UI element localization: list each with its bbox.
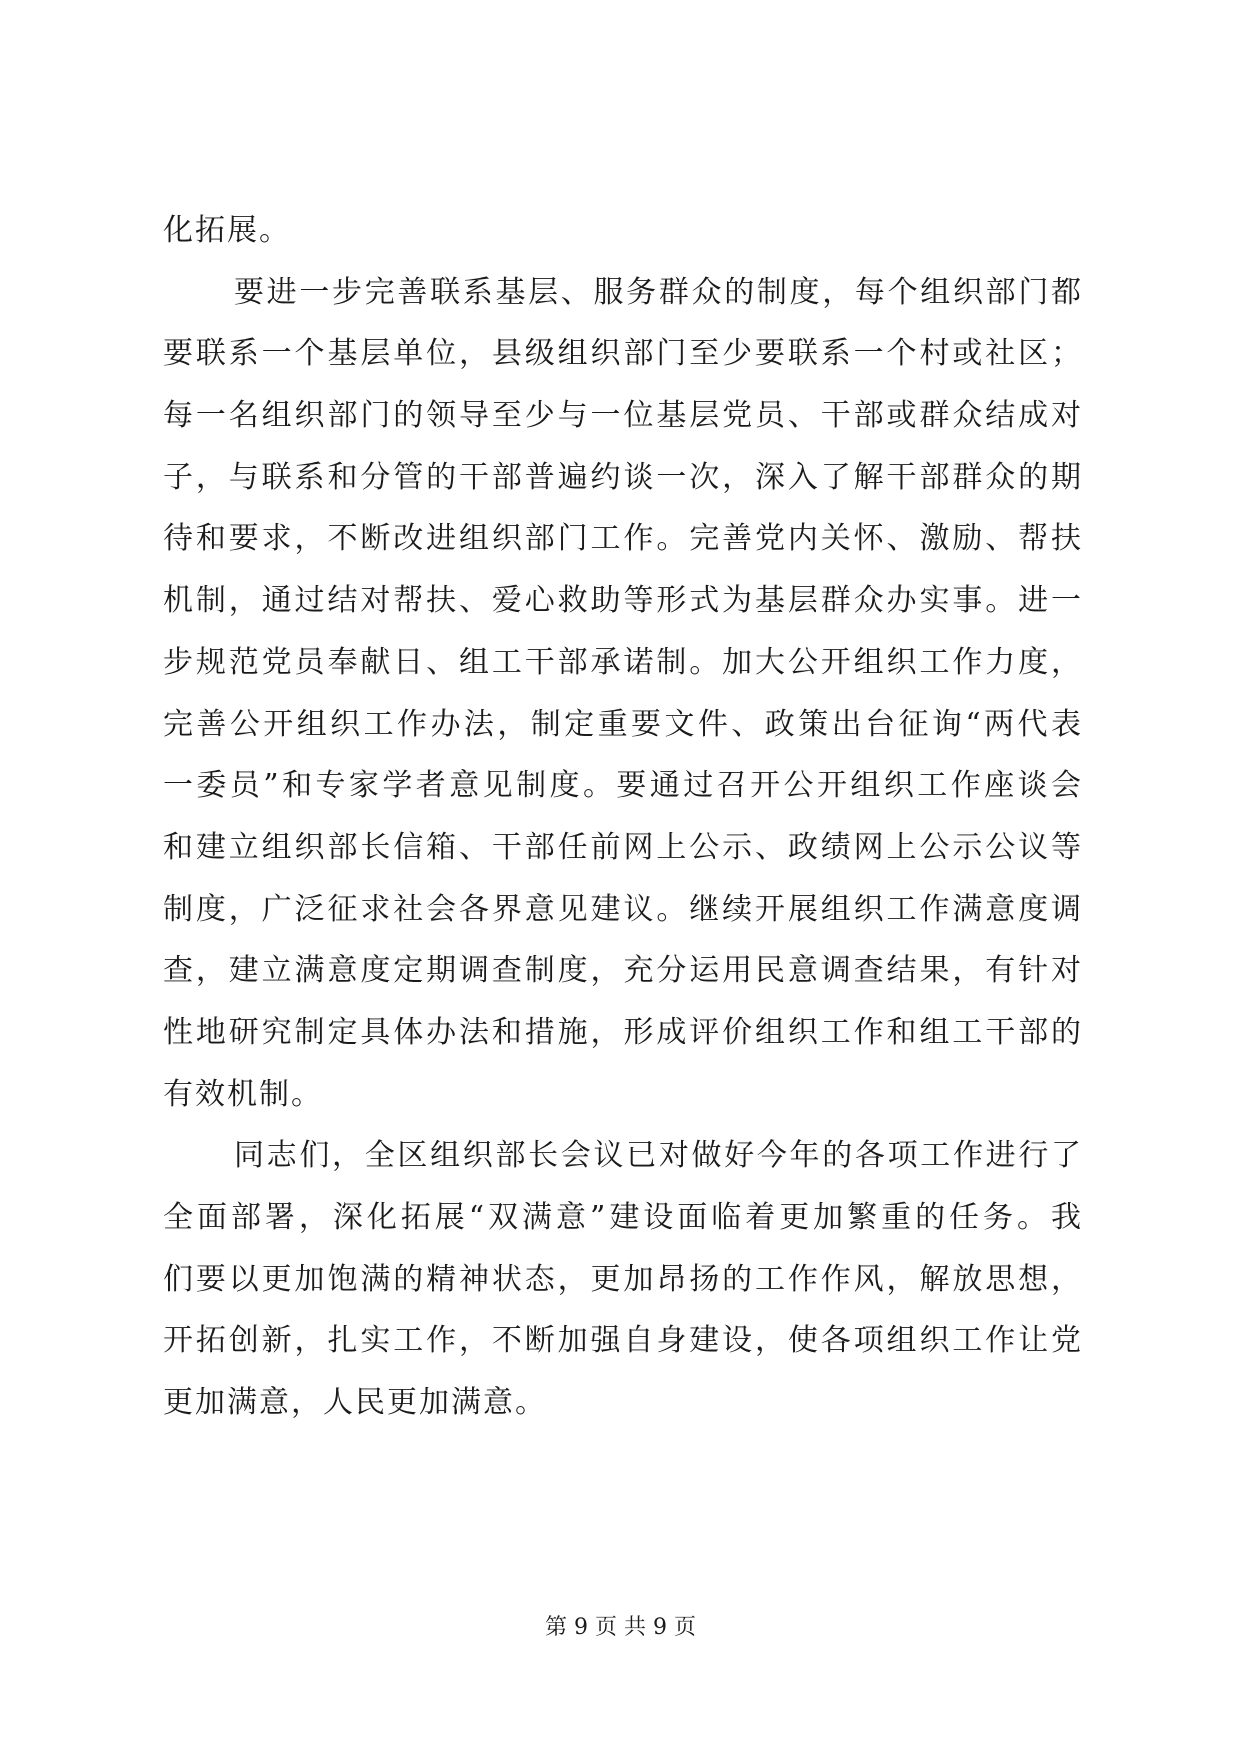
- text-line: 有效机制。: [163, 1076, 323, 1112]
- text-line: 化拓展。: [163, 213, 291, 248]
- text-line: 要联系一个基层单位，县级组织部门至少要联系一个村或社区；: [163, 336, 1081, 372]
- text-line: 开拓创新，扎实工作，不断加强自身建设，使各项组织工作让党: [163, 1323, 1081, 1359]
- text-line: 同志们，全区组织部长会议已对做好今年的各项工作进行了: [234, 1138, 1081, 1174]
- text-line: 们要以更加饱满的精神状态，更加昂扬的工作作风，解放思想，: [163, 1261, 1081, 1297]
- text-line: 更加满意，人民更加满意。: [163, 1385, 547, 1421]
- page-footer: 第 9 页 共 9 页: [545, 1615, 696, 1640]
- text-line: 每一名组织部门的领导至少与一位基层党员、干部或群众结成对: [163, 398, 1081, 434]
- text-line: 要进一步完善联系基层、服务群众的制度，每个组织部门都: [234, 274, 1081, 310]
- text-line: 全面部署，深化拓展“双满意”建设面临着更加繁重的任务。我: [163, 1200, 1081, 1235]
- text-line: 制度，广泛征求社会各界意见建议。继续开展组织工作满意度调: [163, 891, 1081, 927]
- text-line: 子，与联系和分管的干部普遍约谈一次，深入了解干部群众的期: [163, 459, 1081, 495]
- text-line: 查，建立满意度定期调查制度，充分运用民意调查结果，有针对: [163, 953, 1081, 989]
- text-line: 性地研究制定具体办法和措施，形成评价组织工作和组工干部的: [163, 1014, 1081, 1050]
- text-line: 和建立组织部长信箱、干部任前网上公示、政绩网上公示公议等: [163, 829, 1081, 865]
- text-line: 步规范党员奉献日、组工干部承诺制。加大公开组织工作力度，: [163, 644, 1081, 680]
- text-line: 机制，通过结对帮扶、爱心救助等形式为基层群众办实事。进一: [163, 583, 1081, 619]
- text-line: 一委员”和专家学者意见制度。要通过召开公开组织工作座谈会: [163, 768, 1081, 804]
- text-line: 完善公开组织工作办法，制定重要文件、政策出台征询“两代表: [163, 706, 1081, 742]
- body-text: [163, 200, 1081, 1434]
- text-line: 待和要求，不断改进组织部门工作。完善党内关怀、激励、帮扶: [163, 521, 1081, 557]
